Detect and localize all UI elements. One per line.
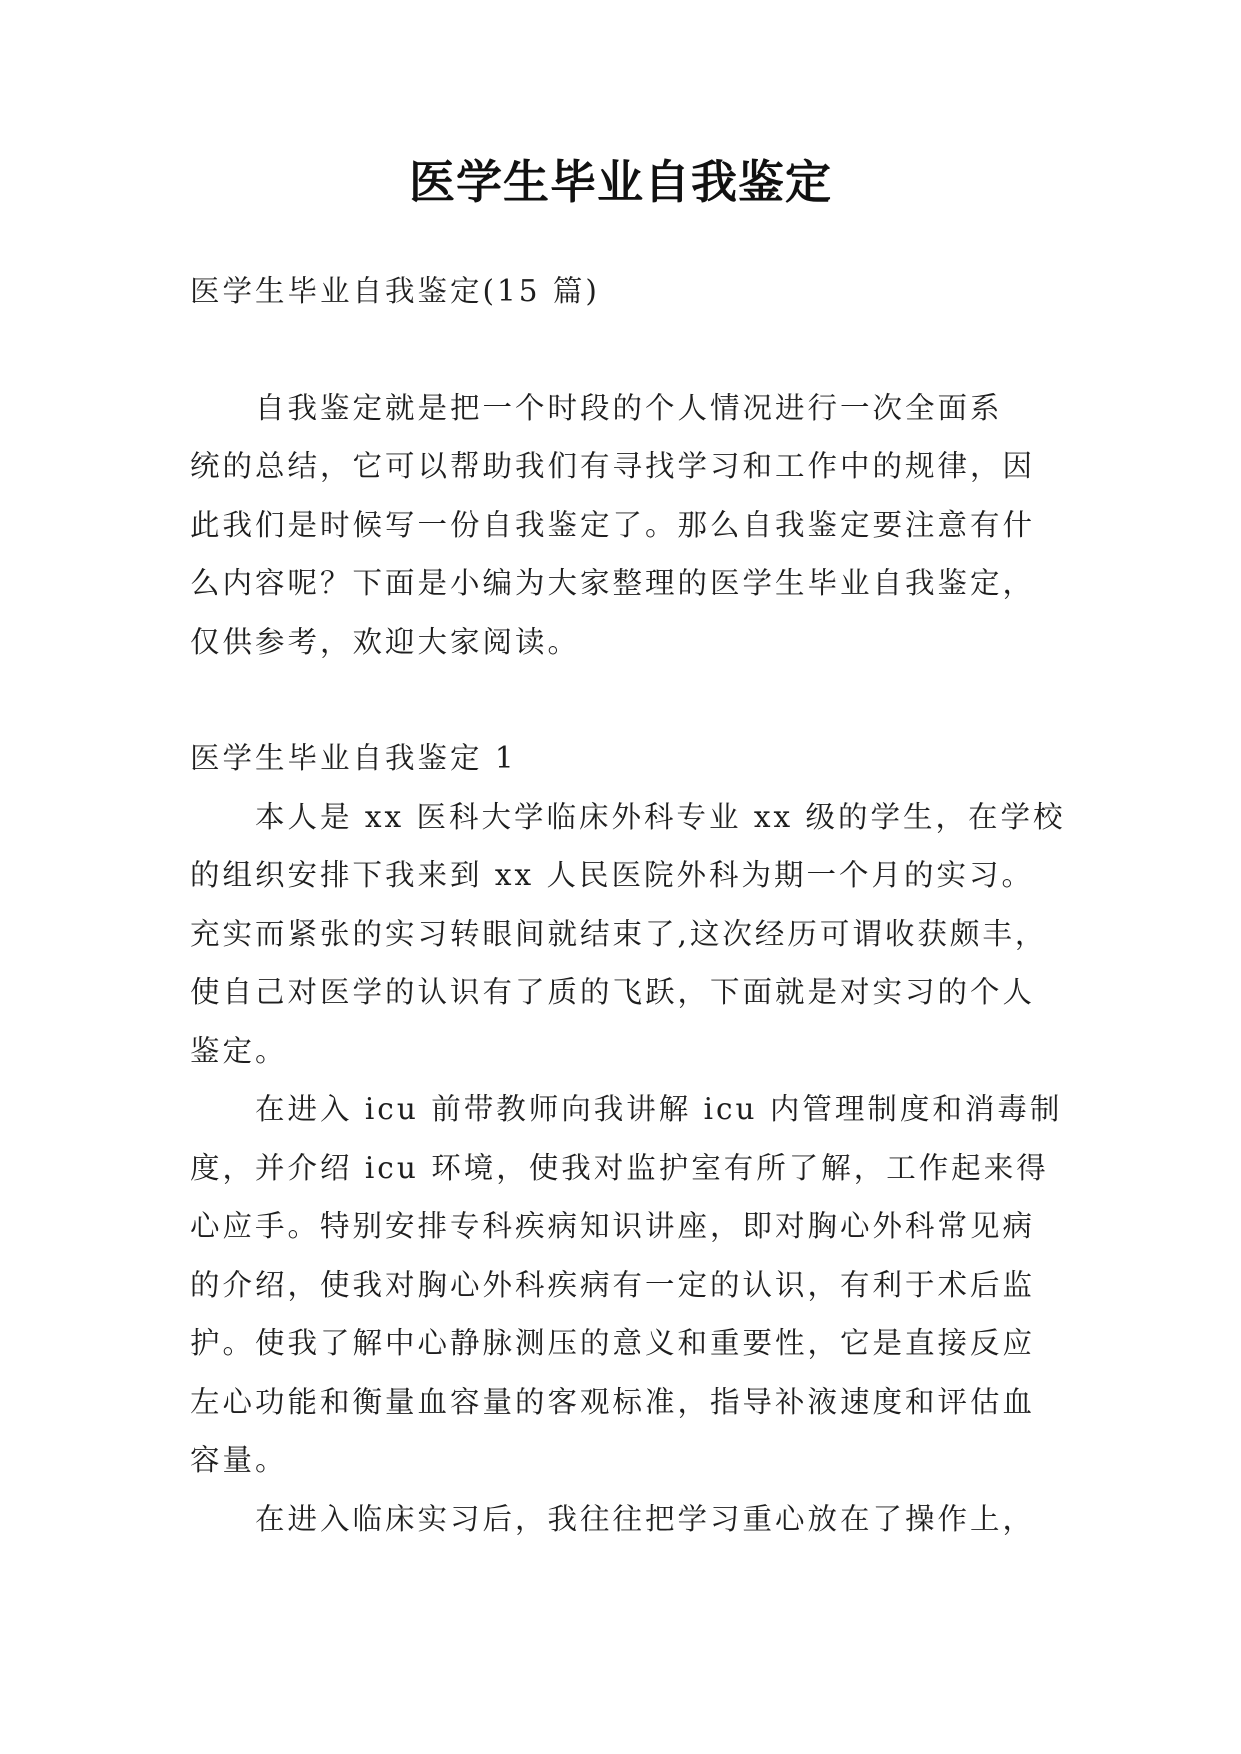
text-line: 的介绍，使我对胸心外科疾病有一定的认识，有利于术后监 xyxy=(190,1267,1036,1302)
text-line: 在进入临床实习后，我往往把学习重心放在了操作上， xyxy=(190,1501,1036,1536)
paragraph-1 xyxy=(190,788,1066,1081)
text-line: 仅供参考，欢迎大家阅读。 xyxy=(190,624,581,659)
text-line: 使自己对医学的认识有了质的飞跃，下面就是对实习的个人 xyxy=(190,975,1036,1009)
text-line: 充实而紧张的实习转眼间就结束了,这次经历可谓收获颇丰， xyxy=(190,916,1048,951)
intro-paragraph xyxy=(190,379,1060,672)
paragraph-3 xyxy=(190,1490,1060,1549)
section-heading: 医学生毕业自我鉴定 1 xyxy=(190,741,517,775)
document-body xyxy=(190,262,1066,1548)
text-line: 容量。 xyxy=(190,1443,288,1477)
text-line: 此我们是时候写一份自我鉴定了。那么自我鉴定要注意有什 xyxy=(190,507,1036,542)
text-line: 鉴定。 xyxy=(190,1033,288,1068)
paragraph-2 xyxy=(190,1080,1063,1490)
text-line: 的组织安排下我来到 xx 人民医院外科为期一个月的实习。 xyxy=(190,858,1035,892)
text-line: 本人是 xx 医科大学临床外科专业 xx 级的学生，在学校 xyxy=(190,799,1066,834)
document-title: 医学生毕业自我鉴定 xyxy=(409,155,832,209)
text-line: 统的总结，它可以帮助我们有寻找学习和工作中的规律，因 xyxy=(190,449,1036,483)
text-line: 自我鉴定就是把一个时段的个人情况进行一次全面系 xyxy=(190,390,1003,425)
text-line: 心应手。特别安排专科疾病知识讲座，即对胸心外科常见病 xyxy=(190,1209,1036,1243)
text-line: 么内容呢？下面是小编为大家整理的医学生毕业自我鉴定， xyxy=(190,566,1036,600)
text-line: 护。使我了解中心静脉测压的意义和重要性，它是直接反应 xyxy=(190,1326,1036,1360)
text-line: 度，并介绍 icu 环境，使我对监护室有所了解，工作起来得 xyxy=(190,1150,1049,1185)
text-line: 在进入 icu 前带教师向我讲解 icu 内管理制度和消毒制 xyxy=(190,1092,1063,1126)
text-line: 左心功能和衡量血容量的客观标准，指导补液速度和评估血 xyxy=(190,1384,1036,1419)
document-subtitle: 医学生毕业自我鉴定(15 篇) xyxy=(190,274,600,308)
